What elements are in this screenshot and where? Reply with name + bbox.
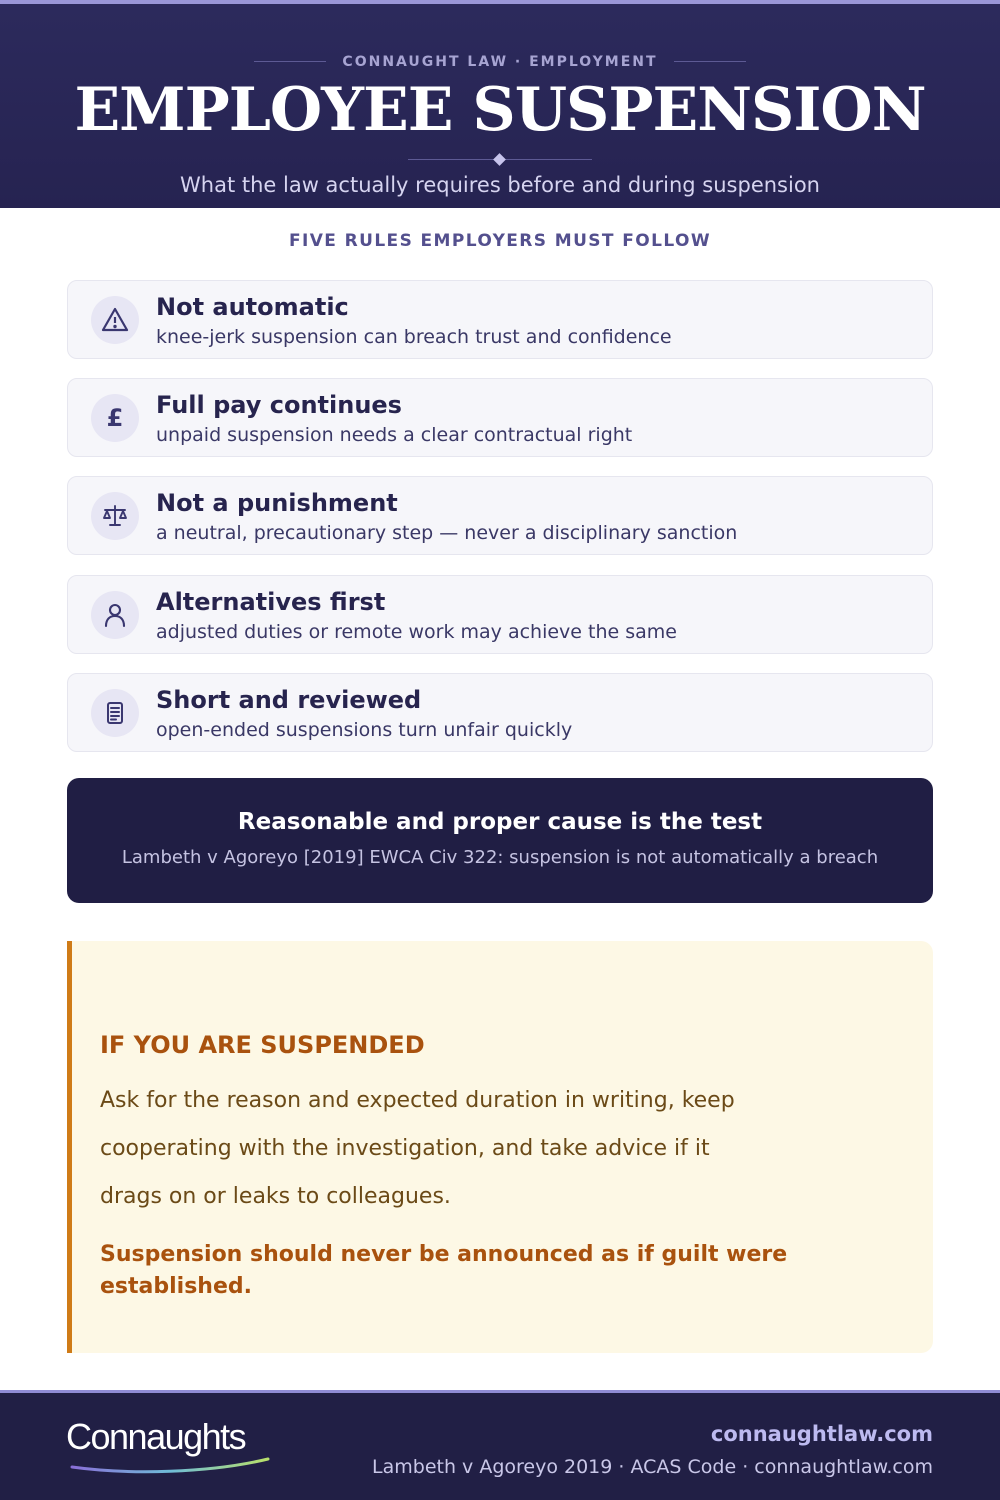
rule-description: knee-jerk suspension can breach trust and confidence <box>156 326 672 348</box>
person-icon <box>91 591 139 639</box>
rule-title: Not a punishment <box>156 489 398 517</box>
diamond-divider <box>408 154 592 166</box>
logo-swoosh-icon <box>70 1455 270 1475</box>
eyebrow-row <box>0 51 1000 71</box>
rule-title: Alternatives first <box>156 588 386 616</box>
rule-description: open-ended suspensions turn unfair quickly <box>156 719 573 741</box>
rule-card-full-pay <box>67 378 933 457</box>
document-icon <box>91 689 139 737</box>
advice-warning: Suspension should never be announced as if guilt were established. <box>100 1242 788 1299</box>
svg-text:£: £ <box>106 404 124 432</box>
section-heading: FIVE RULES EMPLOYERS MUST FOLLOW <box>289 231 711 251</box>
legal-test-title: Reasonable and proper cause is the test <box>237 809 763 835</box>
page-title: EMPLOYEE SUSPENSION <box>74 75 926 145</box>
rule-description: unpaid suspension needs a clear contractual right <box>156 424 633 446</box>
rule-card-alternatives <box>67 575 933 654</box>
legal-test-citation: Lambeth v Agoreyo [2019] EWCA Civ 322: suspension is not automatically a breach <box>121 847 879 868</box>
rule-card-short-reviewed <box>67 673 933 752</box>
eyebrow-text: CONNAUGHT LAW · EMPLOYMENT <box>342 54 658 70</box>
eyebrow-rule-right <box>674 61 746 62</box>
diamond-icon <box>493 153 506 166</box>
pound-sign-icon <box>91 394 139 442</box>
footer-sources: Lambeth v Agoreyo 2019 · ACAS Code · connaughtlaw.com <box>372 1456 933 1478</box>
scales-icon <box>91 492 139 540</box>
rule-title: Short and reviewed <box>156 686 422 714</box>
rule-description: adjusted duties or remote work may achieve the same <box>156 621 677 643</box>
brand-logo: Connaughts <box>66 1416 246 1457</box>
header-banner <box>0 0 1000 208</box>
rule-title: Full pay continues <box>156 391 402 419</box>
rule-title: Not automatic <box>156 293 349 321</box>
footer <box>0 1390 1000 1500</box>
rule-card-not-punishment <box>67 476 933 555</box>
advice-body: Ask for the reason and expected duration in writing, keep cooperating with the investigation, and take advice if it drags on or leaks to colleagues. <box>100 1088 735 1209</box>
warning-triangle-icon <box>91 296 139 344</box>
page-subtitle: What the law actually requires before and during suspension <box>180 173 820 197</box>
advice-heading: IF YOU ARE SUSPENDED <box>100 1031 425 1059</box>
rule-card-not-automatic <box>67 280 933 359</box>
footer-url[interactable]: connaughtlaw.com <box>710 1422 933 1446</box>
legal-test-panel <box>67 778 933 903</box>
advice-callout <box>67 941 933 1353</box>
rule-description: a neutral, precautionary step — never a disciplinary sanction <box>156 522 738 544</box>
eyebrow-rule-left <box>254 61 326 62</box>
